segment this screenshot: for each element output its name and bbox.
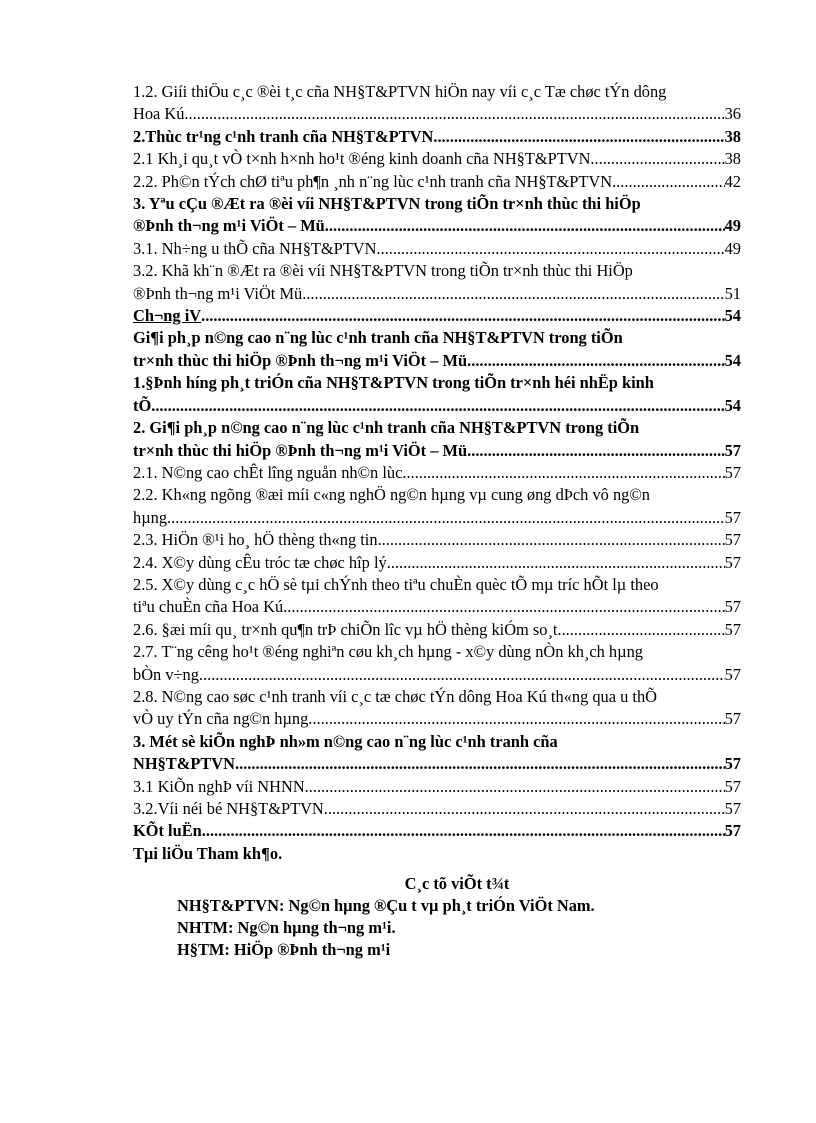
toc-entry-cont: ®Þnh th¬ng m¹i ViÖt – Mü.	[133, 216, 329, 236]
abbreviations-title: C¸c tõ viÕt t¾t	[404, 874, 510, 894]
toc-entry	[133, 484, 741, 529]
toc-page-number: 57	[724, 776, 741, 796]
toc-entry	[133, 305, 741, 327]
abbreviation-item: NH§T&PTVN: Ng©n hµng ®Çu t vµ ph¸t triÓn ViÖt Nam.	[177, 896, 595, 916]
toc-entry	[133, 126, 741, 148]
abbreviation-item: NHTM: Ng©n hµng th¬ng m¹i.	[177, 918, 396, 938]
toc-entry-text: 2.5. X©y dùng c¸c hÖ sè tµi chÝnh theo tiªu chuÈn quèc tÕ mµ tríc hÕt lµ theo	[133, 574, 659, 594]
toc-entry-text: Ch¬ng iV	[133, 306, 202, 326]
toc-entry-text: 3. Yªu cÇu ®Æt ra ®èi víi NH§T&PTVN trong tiÕn tr×nh thùc thi hiÖp	[133, 194, 641, 214]
toc-entry-cont: vÒ uy tÝn cña ng©n hµng.	[133, 709, 313, 729]
toc-page-number: 38	[724, 126, 741, 146]
toc-page-number: 54	[724, 395, 741, 415]
toc-entry-cont: tr×nh thùc thi hiÖp ®Þnh th¬ng m¹i ViÖt – Mü.	[133, 440, 472, 460]
toc-entry-text: 2.2. Ph©n tÝch chØ tiªu ph¶n ¸nh n¨ng lùc c¹nh tranh cña NH§T&PTVN.	[133, 171, 617, 191]
references-heading: Tµi liÖu Tham kh¶o.	[133, 843, 283, 863]
toc-page-number: 57	[724, 619, 741, 639]
toc-entry	[133, 171, 741, 193]
toc-page-number: 57	[724, 597, 741, 617]
toc-entry	[133, 260, 741, 305]
toc-page-number: 42	[724, 171, 741, 191]
toc-entry-text: 3.1 KiÕn nghÞ víi NHNN.	[133, 776, 309, 796]
toc-entry	[133, 552, 741, 574]
toc-entry-text: 3.1. Nh÷ng u thÕ cña NH§T&PTVN.	[133, 238, 381, 258]
toc-entry-cont: tr×nh thùc thi hiÖp ®Þnh th¬ng m¹i ViÖt – Mü.	[133, 350, 472, 370]
toc-page-number: 51	[724, 283, 741, 303]
toc-entry-cont: tiªu chuÈn cña Hoa Kú.	[133, 597, 288, 617]
toc-entry-text: 2. Gi¶i ph¸p n©ng cao n¨ng lùc c¹nh tranh cña NH§T&PTVN trong tiÕn	[133, 418, 640, 438]
toc-entry	[133, 327, 741, 372]
toc-entry-text: 2.6. §æi míi qu¸ tr×nh qu¶n trÞ chiÕn lîc vµ hÖ thèng kiÓm so¸t.	[133, 619, 562, 639]
toc-page-number: 57	[724, 821, 741, 841]
toc-entry-text: 2.7. T¨ng cêng ho¹t ®éng nghiªn cøu kh¸ch hµng - x©y dùng nÒn kh¸ch hµng	[133, 642, 643, 662]
toc-entry-cont: bÒn v÷ng.	[133, 664, 204, 684]
toc-entry-text: 1.2. Giíi thiÖu c¸c ®èi t¸c cña NH§T&PTVN hiÖn nay víi c¸c Tæ chøc tÝn dông	[133, 82, 667, 101]
toc-entry-text: 2.2. Kh«ng ngõng ®æi míi c«ng nghÖ ng©n hµng vµ cung øng dÞch vô ng©n	[133, 485, 650, 505]
toc-page-number: 57	[724, 462, 741, 482]
toc-entry-text: 2.1 Kh¸i qu¸t vÒ t×nh h×nh ho¹t ®éng kinh doanh cña NH§T&PTVN.	[133, 149, 595, 169]
toc-entry-text: 1.§Þnh híng ph¸t triÓn cña NH§T&PTVN trong tiÕn tr×nh héi nhËp kinh	[133, 373, 654, 393]
toc-entry	[133, 776, 741, 798]
toc-entry	[133, 193, 741, 238]
toc-page-number: 49	[724, 216, 741, 236]
toc-entry	[133, 641, 741, 686]
toc-entry	[133, 574, 741, 619]
toc-entry-text: Gi¶i ph¸p n©ng cao n¨ng lùc c¹nh tranh cña NH§T&PTVN trong tiÕn	[133, 328, 623, 348]
toc-page-number: 57	[724, 799, 741, 818]
toc-entry-cont: hµng.	[133, 507, 172, 527]
toc-entry	[133, 462, 741, 484]
toc-page-number: 57	[724, 754, 741, 774]
toc-entry	[133, 417, 741, 462]
toc-entry	[133, 686, 741, 731]
toc-page-number: 54	[724, 306, 741, 326]
toc-entry-text: 2.Thùc tr¹ng c¹nh tranh cña NH§T&PTVN	[133, 126, 434, 146]
toc-entry-text: 2.4. X©y dùng cÊu tróc tæ chøc hîp lý	[133, 552, 387, 572]
toc-page-number: 57	[724, 530, 741, 550]
toc-page-number: 57	[724, 440, 741, 460]
toc-entry-cont: tÕ.	[133, 395, 156, 415]
table-of-contents	[133, 81, 741, 961]
toc-page-number: 49	[724, 238, 741, 258]
abbreviation-item: H§TM: HiÖp ®Þnh th¬ng m¹i	[177, 940, 391, 960]
toc-entry-text: 3.2. Khã kh¨n ®Æt ra ®èi víi NH§T&PTVN trong tiÕn tr×nh thùc thi HiÖp	[133, 261, 633, 281]
toc-entry-text: 2.8. N©ng cao søc c¹nh tranh víi c¸c tæ chøc tÝn dông Hoa Kú th«ng qua u thÕ	[133, 686, 658, 706]
toc-entry-text: 2.3. HiÖn ®¹i ho¸ hÖ thèng th«ng tin	[133, 530, 378, 550]
toc-entry-text: KÕt luËn	[133, 821, 202, 841]
toc-entry-cont: NH§T&PTVN	[133, 754, 235, 774]
toc-page-number: 54	[724, 350, 741, 370]
toc-entry	[133, 529, 741, 551]
toc-page-number: 36	[724, 104, 741, 124]
toc-page-number: 57	[724, 664, 741, 684]
toc-page-number: 57	[724, 507, 741, 527]
toc-entry-cont: ®Þnh th¬ng m¹i ViÖt Mü.	[133, 283, 307, 303]
toc-page-number: 57	[724, 552, 741, 572]
toc-entry	[133, 820, 741, 842]
toc-entry-text: 3. Mét sè kiÕn nghÞ nh»m n©ng cao n¨ng lùc c¹nh tranh cña	[133, 731, 558, 751]
toc-entry	[133, 148, 741, 170]
toc-entry-cont: Hoa Kú.	[133, 104, 189, 124]
toc-entry	[133, 372, 741, 417]
toc-entry-text: 2.1. N©ng cao chÊt lîng nguån nh©n lùc.	[133, 462, 407, 482]
toc-entry	[133, 238, 741, 260]
toc-entry	[133, 798, 741, 820]
toc-entry	[133, 81, 741, 126]
toc-page-number: 57	[724, 709, 741, 729]
toc-page-number: 38	[724, 149, 741, 169]
toc-entry	[133, 619, 741, 641]
toc-entry-text: 3.2.Víi néi bé NH§T&PTVN	[133, 799, 324, 818]
toc-entry	[133, 731, 741, 776]
